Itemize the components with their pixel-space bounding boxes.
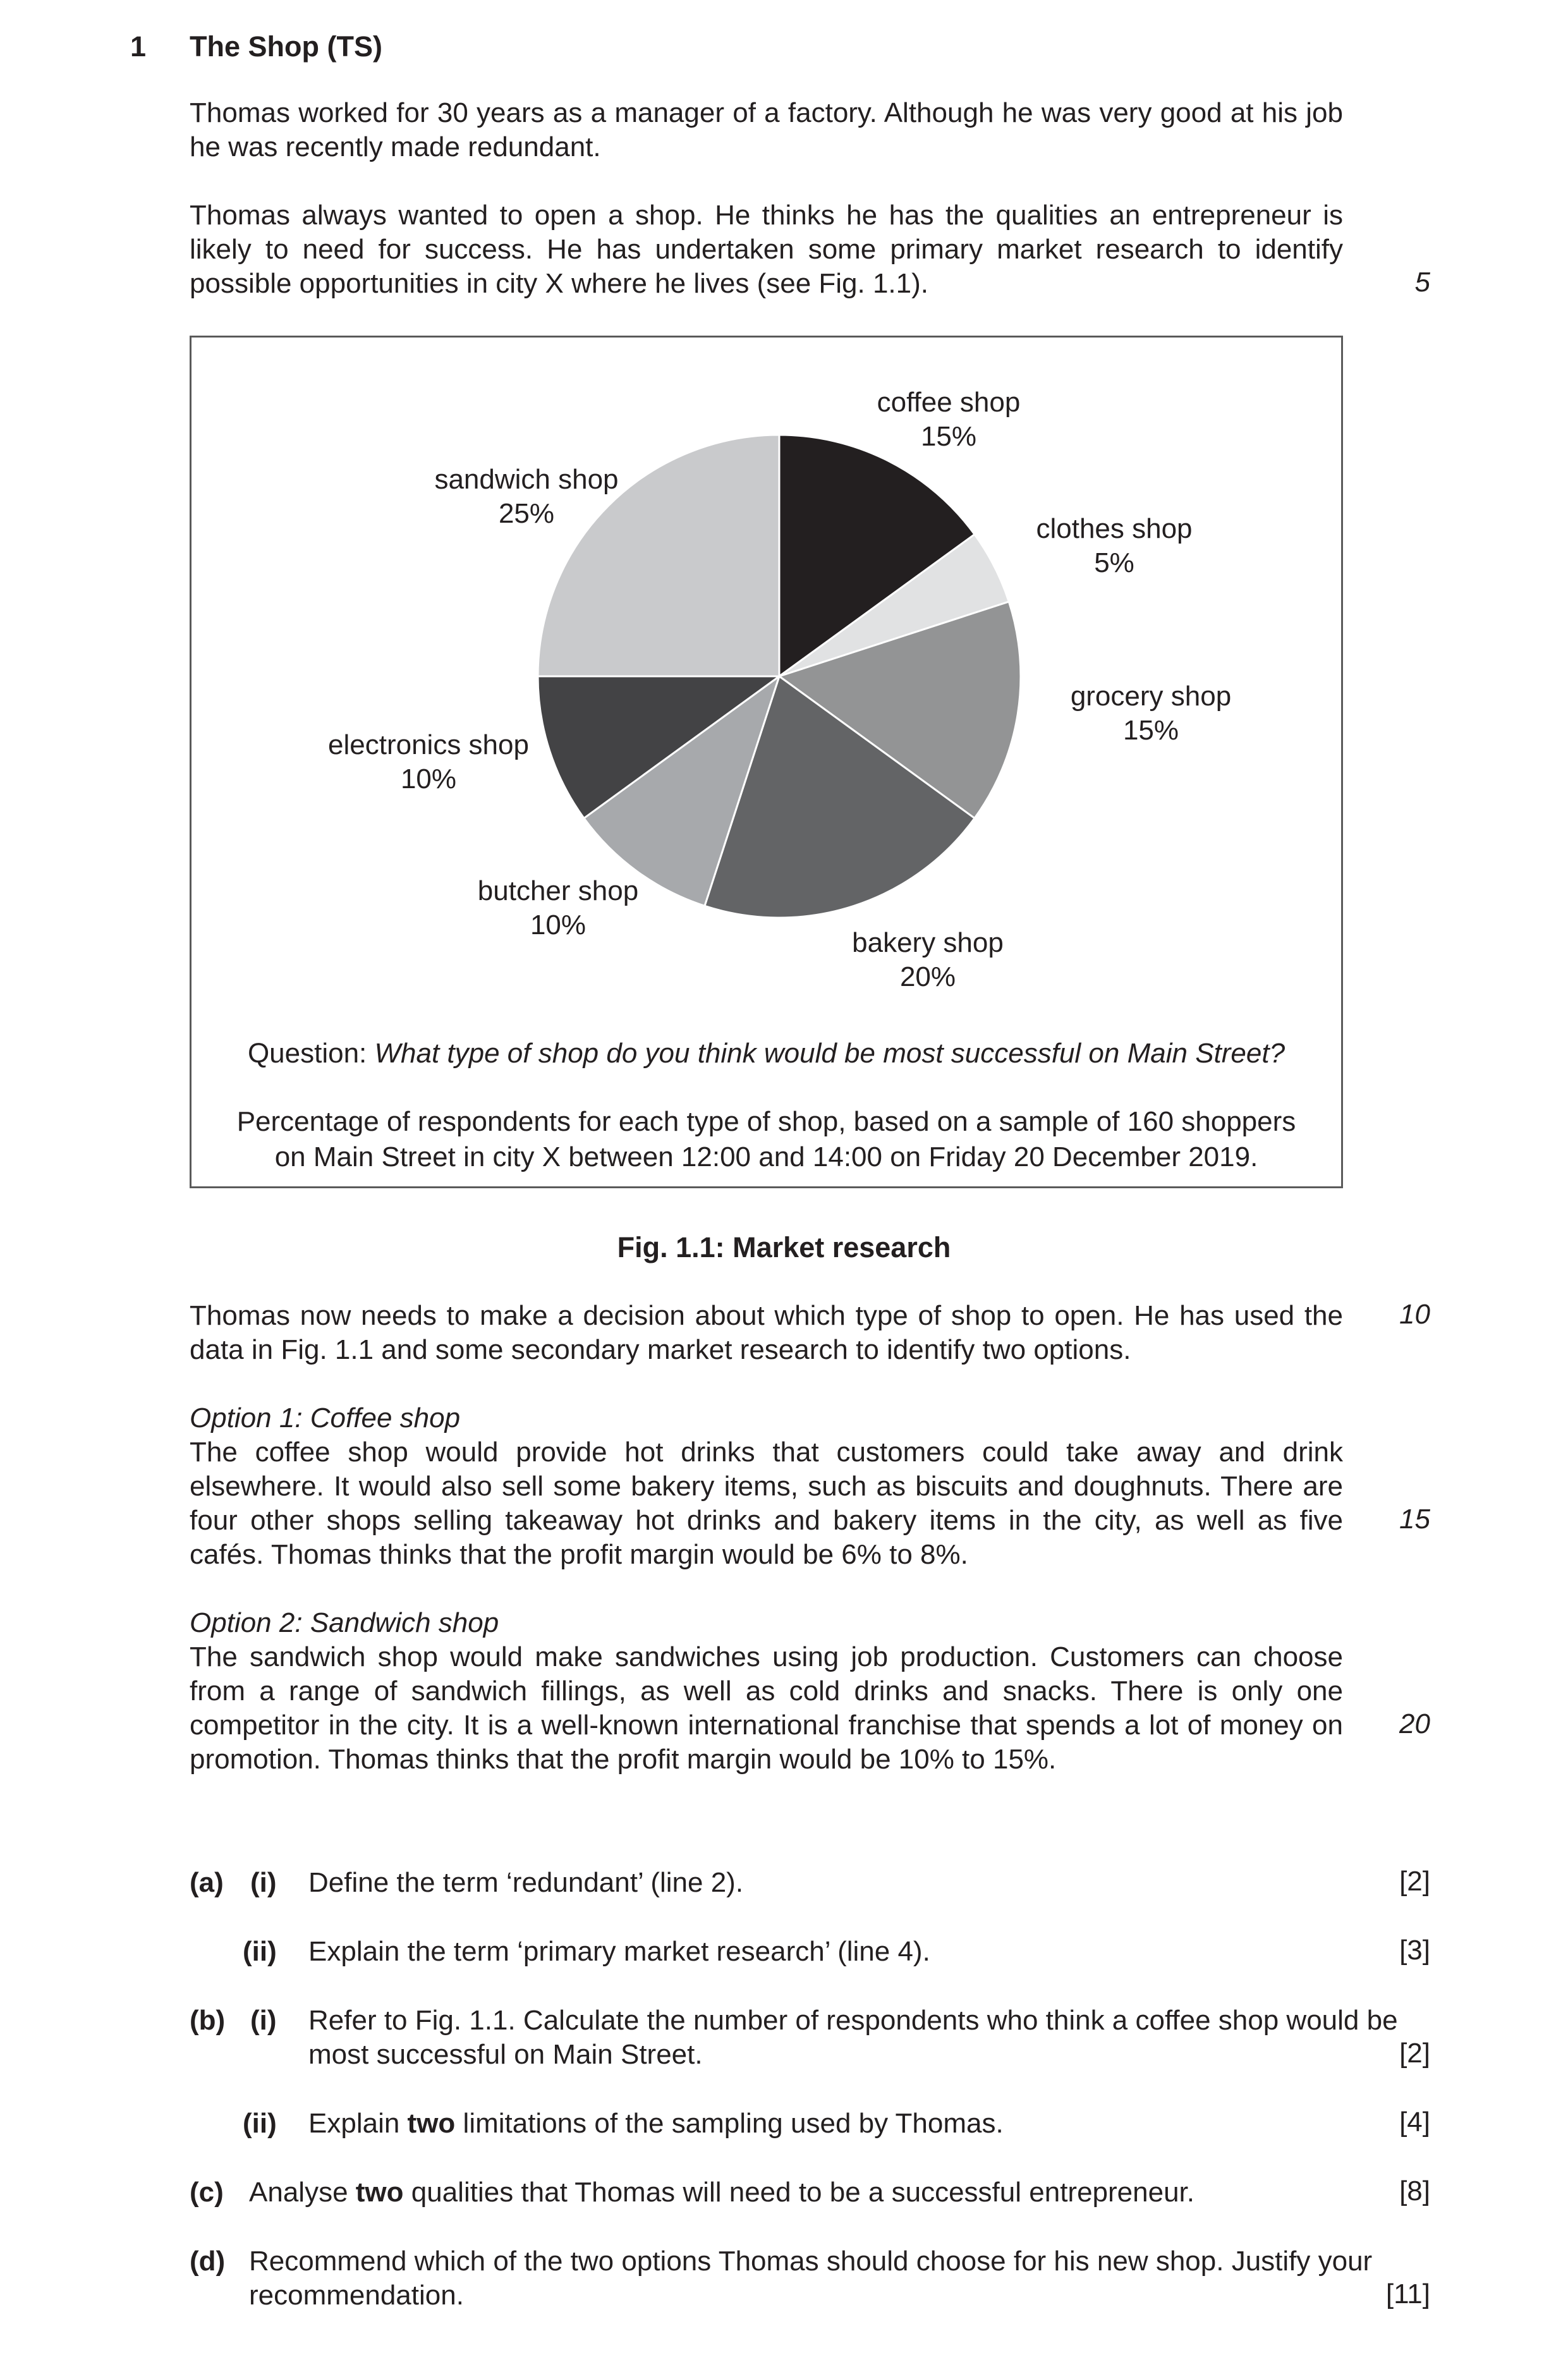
part-b-ii-text [308,2107,1004,2141]
slice-label-bakery-shop [801,926,1054,994]
part-c-text [249,2175,1194,2210]
part-c-label: (c) [190,2177,224,2208]
part-b-ii-text-post: limitations of the sampling used by Thomas. [455,2108,1004,2139]
figure-box [190,336,1343,1188]
figure-caption-line-1: Percentage of respondents for each type of shop, based on a sample of 160 shoppers [236,1106,1296,1137]
option-2-text: The sandwich shop would make sandwiches using job production. Customers can choose from a range of sandwich fillings, as well as cold drinks and snacks. There is only one competitor in the city. It is a well-known international franchise that spends a lot of money on promotion. Thomas thinks that the profit margin would be 10% to 15%. [190,1641,1343,1775]
part-d-text-line-1: Recommend which of the two options Thomas should choose for his new shop. Justify your [249,2246,1373,2277]
option-1 [190,1401,1343,1572]
intro-paragraph-1-text: Thomas worked for 30 years as a manager of a factory. Although he was very good at his job he was recently made redundant. [190,97,1343,162]
part-d-marks: [11] [1385,2279,1430,2309]
slice-category-coffee-shop: coffee shop [877,387,1021,418]
part-b-ii-label: (ii) [243,2108,277,2139]
slice-value-grocery-shop: 15% [1122,715,1179,746]
part-a-i-text: Define the term ‘redundant’ (line 2). [308,1867,744,1898]
part-b-i-text-line-2: most successful on Main Street. [308,2039,703,2070]
part-c-text-post: qualities that Thomas will need to be a successful entrepreneur. [403,2177,1194,2208]
part-a-i-label: (i) [250,1867,277,1898]
decision-paragraph [190,1299,1343,1367]
slice-category-butcher-shop: butcher shop [477,875,639,906]
part-a-ii-marks: [3] [1399,1935,1430,1966]
part-c-marks: [8] [1399,2175,1430,2206]
intro-paragraph-2-text: Thomas always wanted to open a shop. He thinks he has the qualities an entrepreneur is likely to need for success. He has undertaken some primary market research to identify possible opportunities in city X where he lives (see Fig. 1.1). [190,200,1343,299]
question-title: The Shop (TS) [190,30,382,63]
decision-paragraph-text: Thomas now needs to make a decision about which type of shop to open. He has used the data in Fig. 1.1 and some secondary market research to identify two options. [190,1300,1343,1365]
slice-label-sandwich-shop [400,463,653,531]
line-number-10: 10 [1399,1299,1430,1330]
part-c-text-pre: Analyse [249,2177,356,2208]
slice-label-grocery-shop [1024,679,1277,748]
part-b-i-text-line-1: Refer to Fig. 1.1. Calculate the number of respondents who think a coffee shop would be [308,2005,1398,2036]
intro-paragraph-1 [190,96,1343,164]
part-b-ii-marks: [4] [1399,2107,1430,2138]
survey-question-text: What type of shop do you think would be most successful on Main Street? [374,1038,1285,1069]
survey-question-prefix: Question: [247,1038,375,1069]
option-1-text: The coffee shop would provide hot drinks that customers could take away and drink elsewhere. It would also sell some bakery items, such as biscuits and doughnuts. There are four other shops selling takeaway hot drinks and bakery items in the city, as well as five cafés. Thomas thinks that the profit margin would be 6% to 8%. [190,1437,1343,1570]
slice-category-grocery-shop: grocery shop [1070,681,1232,712]
part-a-ii-label: (ii) [243,1936,277,1967]
survey-question [191,1038,1341,1069]
intro-paragraph-2 [190,198,1343,301]
option-2-heading: Option 2: Sandwich shop [190,1607,499,1638]
figure-title: Fig. 1.1: Market research [617,1231,951,1263]
part-a-i-marks: [2] [1399,1866,1430,1897]
part-b-i-label: (i) [250,2005,277,2036]
part-b-i-marks: [2] [1399,2038,1430,2069]
slice-category-electronics-shop: electronics shop [328,729,529,760]
part-d-label: (d) [190,2246,226,2277]
slice-label-clothes-shop [988,512,1241,580]
figure-caption-line-2: on Main Street in city X between 12:00 and 14:00 on Friday 20 December 2019. [274,1141,1258,1172]
part-d-text-line-2: recommendation. [249,2280,464,2311]
part-b-label: (b) [190,2005,226,2036]
slice-category-sandwich-shop: sandwich shop [434,464,619,495]
question-number: 1 [130,30,147,63]
part-b-ii-text-bold: two [407,2108,456,2139]
slice-value-sandwich-shop: 25% [498,498,555,529]
slice-label-coffee-shop [835,386,1062,454]
part-c-text-bold: two [355,2177,404,2208]
slice-value-coffee-shop: 15% [920,421,977,452]
line-number-15: 15 [1399,1504,1430,1535]
part-b-ii-text-pre: Explain [308,2108,408,2139]
slice-value-bakery-shop: 20% [899,961,956,992]
slice-label-electronics-shop [289,728,568,796]
slice-category-bakery-shop: bakery shop [852,927,1004,958]
option-2 [190,1606,1343,1777]
slice-value-electronics-shop: 10% [400,764,457,794]
line-number-5: 5 [1414,267,1430,298]
part-a-ii-text: Explain the term ‘primary market research’ (line 4). [308,1936,930,1967]
slice-label-butcher-shop [432,874,684,942]
slice-category-clothes-shop: clothes shop [1036,513,1193,544]
part-a-label: (a) [190,1867,224,1898]
slice-value-butcher-shop: 10% [530,910,586,940]
line-number-20: 20 [1399,1708,1430,1739]
option-1-heading: Option 1: Coffee shop [190,1403,461,1433]
slice-value-clothes-shop: 5% [1094,547,1134,578]
